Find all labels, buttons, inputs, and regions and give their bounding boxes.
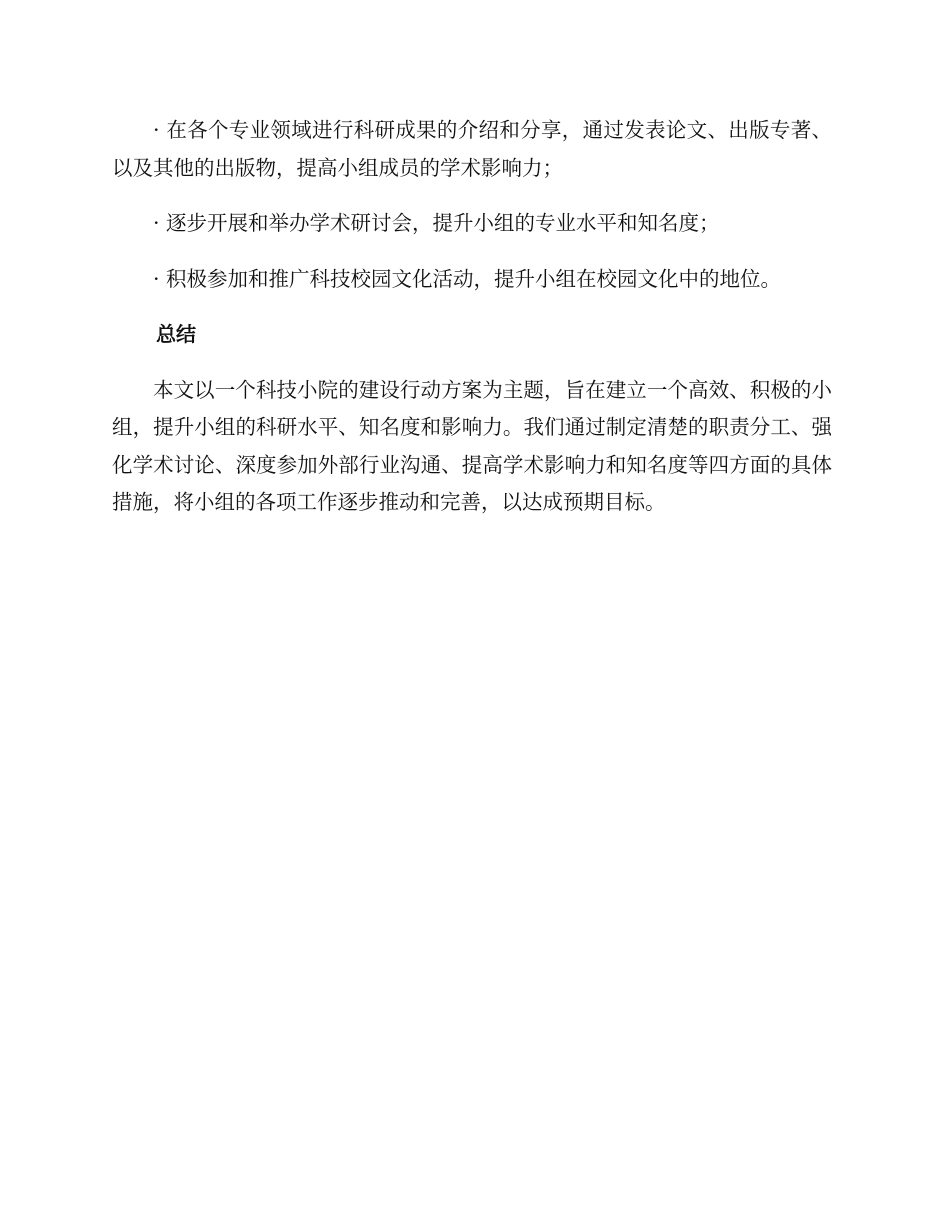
bullet-paragraph-2: · 逐步开展和举办学术研讨会，提升小组的专业水平和知名度； (153, 211, 720, 235)
bullet-paragraph-1: · 在各个专业领域进行科研成果的介绍和分享，通过发表论文、出版专著、以及其他的出版物，提高小组成员的学术影响力； (112, 118, 832, 180)
bullet-paragraph-3: · 积极参加和推广科技校园文化活动，提升小组在校园文化中的地位。 (153, 266, 782, 291)
summary-paragraph: 本文以一个科技小院的建设行动方案为主题，旨在建立一个高效、积极的小组，提升小组的科研水平、知名度和影响力。我们通过制定清楚的职责分工、强化学术讨论、深度参加外部行业沟通、提高学术影响力和知名度等四方面的具体措施，将小组的各项工作逐步推动和完善，以达成预期目标。 (112, 377, 832, 514)
summary-heading: 总结 (156, 322, 196, 346)
document-body (112, 112, 832, 540)
